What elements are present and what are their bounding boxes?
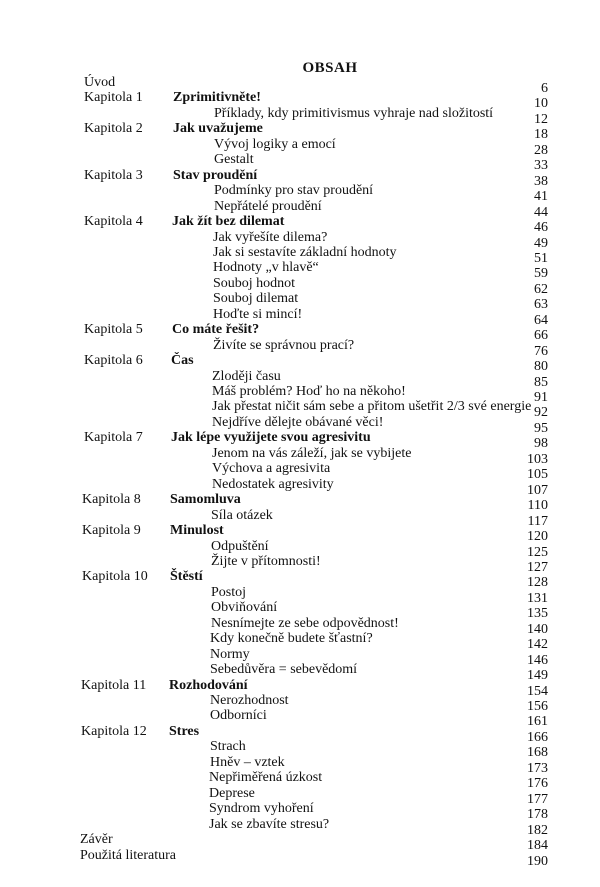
toc-page-number: 110	[527, 498, 548, 514]
toc-entry-label: Kapitola 12	[81, 723, 147, 739]
toc-page-number: 105	[527, 467, 548, 483]
toc-chapter-title: Minulost	[170, 523, 224, 539]
toc-section-title: Živíte se správnou prací?	[213, 337, 355, 353]
toc-section-title: Sebedůvěra = sebevědomí	[210, 662, 358, 678]
toc-section-title: Obviňování	[211, 600, 278, 616]
toc-page-number: 142	[527, 637, 548, 653]
toc-chapter-title: Samomluva	[170, 492, 241, 508]
toc-section-title: Strach	[210, 739, 246, 755]
toc-section-title: Jak přestat ničit sám sebe a přitom ušetřit 2/3 své energie	[212, 399, 532, 415]
toc-chapter-title: Štěstí	[170, 569, 203, 585]
toc-page-number: 33	[534, 158, 548, 174]
toc-chapter-title: Jak žít bez dilemat	[172, 214, 285, 230]
toc-section-title: Souboj hodnot	[213, 275, 296, 291]
toc-page-number: 49	[534, 235, 548, 251]
toc-section-title: Nesnímejte ze sebe odpovědnost!	[211, 615, 399, 631]
toc-section-title: Máš problém? Hoď ho na někoho!	[212, 384, 406, 399]
toc-page-number: 127	[527, 559, 548, 575]
toc-section-title: Deprese	[209, 785, 255, 801]
toc-page-number: 46	[534, 220, 548, 236]
toc-page-number: 92	[534, 405, 548, 421]
toc-page-number: 80	[534, 359, 548, 375]
toc-page-number: 117	[527, 513, 548, 529]
toc-section-title: Příklady, kdy primitivismus vyhraje nad složitostí	[214, 105, 494, 121]
toc-page-number: 131	[527, 590, 548, 606]
toc-page-number: 176	[527, 776, 548, 792]
toc-page-number: 28	[534, 142, 548, 158]
toc-page-number: 76	[534, 343, 548, 359]
toc-section-title: Kdy konečně budete šťastní?	[210, 631, 373, 647]
toc-page-number: 156	[527, 699, 548, 714]
toc-entry-label: Úvod	[84, 75, 116, 90]
toc-page-number: 149	[527, 668, 548, 684]
toc-section-title: Hoďte si mincí!	[213, 306, 303, 322]
toc-entry-label: Kapitola 8	[82, 492, 141, 508]
toc-page-number: 66	[534, 328, 548, 344]
toc-page-number: 120	[527, 529, 548, 545]
toc-chapter-title: Jak lépe využijete svou agresivitu	[171, 430, 371, 446]
toc-chapter-title: Jak uvažujeme	[173, 121, 263, 137]
toc-entry-label: Použitá literatura	[80, 847, 177, 863]
toc-section-title: Výchova a agresivita	[212, 461, 331, 477]
toc-page-number: 85	[534, 374, 548, 390]
toc-page-number: 51	[534, 250, 548, 266]
toc-page-number: 173	[527, 760, 548, 776]
toc-section-title: Žijte v přítomnosti!	[211, 553, 321, 569]
toc-section-title: Podmínky pro stav proudění	[214, 183, 374, 199]
toc-section-title: Nepřátelé proudění	[214, 198, 322, 214]
toc-page-number: 98	[534, 436, 548, 452]
toc-section-title: Nejdříve dělejte obávané věci!	[212, 414, 384, 430]
toc-chapter-title: Zprimitivněte!	[173, 90, 261, 106]
toc-page-number: 10	[534, 96, 548, 112]
toc-page-number: 44	[534, 204, 548, 220]
toc-section-title: Hněv – vztek	[210, 754, 285, 770]
toc-section-title: Vývoj logiky a emocí	[214, 136, 336, 152]
toc-page-number: 154	[527, 683, 548, 699]
toc-chapter-title: Čas	[171, 353, 194, 369]
toc-page-number: 168	[527, 745, 548, 761]
toc-page-number: 184	[527, 838, 548, 854]
toc-page-number: 91	[534, 390, 548, 405]
toc-page-number: 62	[534, 281, 548, 297]
toc-section-title: Nepřiměřená úzkost	[209, 770, 323, 786]
toc-chapter-title: Stres	[169, 723, 200, 739]
toc-entry-label: Kapitola 5	[84, 322, 143, 338]
toc-chapter-title: Stav proudění	[173, 167, 258, 183]
toc-page-number: 12	[534, 111, 548, 127]
toc-page-number: 107	[527, 482, 548, 498]
toc-section-title: Hodnoty „v hlavě“	[213, 260, 319, 276]
toc-section-title: Jak se zbavíte stresu?	[209, 816, 330, 832]
toc-page-number: 177	[527, 791, 548, 807]
toc-entry-label: Kapitola 2	[84, 121, 143, 137]
toc-chapter-title: Co máte řešit?	[172, 322, 260, 338]
toc-entry-label: Kapitola 1	[84, 90, 143, 106]
toc-entry-label: Kapitola 11	[81, 677, 147, 693]
toc-chapter-title: Rozhodování	[169, 677, 248, 693]
toc-page-number: 125	[527, 544, 548, 560]
toc-section-title: Postoj	[211, 584, 247, 600]
toc-entry	[0, 847, 600, 869]
toc-page-number: 128	[527, 575, 548, 591]
toc-section-title: Nedostatek agresivity	[212, 476, 334, 492]
toc-page-number: 135	[527, 606, 548, 622]
toc-page-number: 95	[534, 420, 548, 436]
toc-section-title: Souboj dilemat	[213, 291, 299, 307]
toc-section-title: Gestalt	[214, 152, 254, 168]
toc-page-number: 64	[534, 312, 548, 328]
toc-page-number: 182	[527, 822, 548, 838]
toc-page-number: 6	[541, 81, 548, 96]
toc-page-number: 166	[527, 729, 548, 745]
toc-section-title: Jak si sestavíte základní hodnoty	[213, 244, 397, 260]
toc-section-title: Odpuštění	[211, 538, 269, 554]
toc-section-title: Jenom na vás záleží, jak se vybijete	[212, 445, 412, 461]
toc-page-number: 38	[534, 173, 548, 189]
toc-entry-label: Kapitola 6	[84, 353, 143, 369]
toc-page-number: 18	[534, 127, 548, 143]
toc-entry-label: Kapitola 4	[84, 214, 143, 230]
toc-page-number: 63	[534, 297, 548, 313]
toc-page-number: 103	[527, 451, 548, 467]
toc-page-number: 161	[527, 714, 548, 730]
toc-entry-label: Závěr	[80, 832, 113, 848]
toc-section-title: Odborníci	[210, 708, 267, 724]
toc-section-title: Síla otázek	[211, 507, 273, 523]
toc-entry-label: Kapitola 3	[84, 167, 143, 183]
toc-section-title: Syndrom vyhoření	[209, 801, 314, 817]
toc-page-number: 59	[534, 266, 548, 282]
page-title: OBSAH	[302, 60, 358, 76]
toc-page-number: 146	[527, 652, 548, 668]
toc-page-number: 41	[534, 189, 548, 205]
toc-page-number: 190	[527, 853, 548, 869]
toc-section-title: Jak vyřešíte dilema?	[213, 229, 328, 245]
toc-section-title: Nerozhodnost	[210, 693, 289, 708]
toc-entry-label: Kapitola 9	[82, 523, 141, 539]
toc-entry-label: Kapitola 10	[82, 569, 148, 585]
toc-section-title: Zloději času	[212, 368, 281, 384]
toc-page-number: 140	[527, 621, 548, 637]
toc-page-number: 178	[527, 807, 548, 823]
toc-entry-label: Kapitola 7	[84, 430, 143, 446]
toc-section-title: Normy	[210, 646, 250, 662]
